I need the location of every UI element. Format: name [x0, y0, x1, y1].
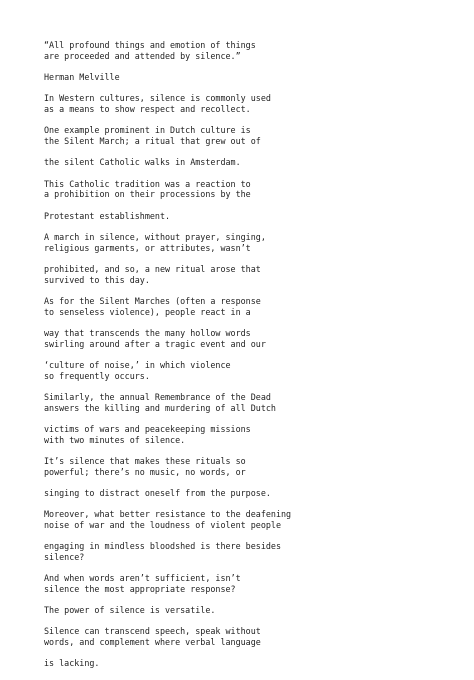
body-paragraph: Similarly, the annual Remembrance of the Dead answers the killing and murdering of all Dutch — [44, 391, 276, 413]
body-paragraph: Moreover, what better resistance to the deafening noise of war and the loudness of violent people — [44, 509, 292, 530]
body-paragraph: And when words aren’t sufficient, isn’t silence the most appropriate response? — [44, 573, 241, 594]
quote-attribution: Herman Melville — [44, 72, 120, 82]
body-paragraph: Protestant establishment. — [44, 210, 171, 221]
quote-paragraph: “All profound things and emotion of things are proceeded and attended by silence.” — [44, 40, 256, 61]
document-body — [44, 40, 464, 680]
body-paragraph: It’s silence that makes these rituals so powerful; there’s no music, no words, or — [44, 455, 246, 477]
body-paragraph: One example prominent in Dutch culture is the Silent March; a ritual that grew out of — [44, 125, 261, 146]
body-paragraph: ‘culture of noise,’ in which violence so frequently occurs. — [44, 359, 231, 381]
body-paragraph: A march in silence, without prayer, singing, religious garments, or attributes, wasn’t — [44, 231, 266, 253]
body-paragraph: In Western cultures, silence is commonly used as a means to show respect and recollect. — [44, 93, 271, 114]
body-paragraph: the silent Catholic walks in Amsterdam. — [44, 157, 241, 168]
body-paragraph: victims of wars and peacekeeping missions with two minutes of silence. — [44, 423, 251, 445]
body-paragraph: way that transcends the many hollow words swirling around after a tragic event and our — [44, 327, 266, 349]
body-paragraph: is lacking. — [44, 658, 100, 669]
body-paragraph: The power of silence is versatile. — [44, 605, 216, 616]
body-paragraph: This Catholic tradition was a reaction to a prohibition on their processions by the — [44, 178, 251, 200]
body-paragraph: As for the Silent Marches (often a response to senseless violence), people react in a — [44, 295, 261, 317]
body-paragraph: engaging in mindless bloodshed is there besides silence? — [44, 541, 281, 562]
body-paragraph: prohibited, and so, a new ritual arose that survived to this day. — [44, 263, 261, 285]
body-paragraph: singing to distract oneself from the purpose. — [44, 487, 271, 498]
body-paragraph: Silence can transcend speech, speak without words, and complement where verbal language — [44, 626, 261, 648]
